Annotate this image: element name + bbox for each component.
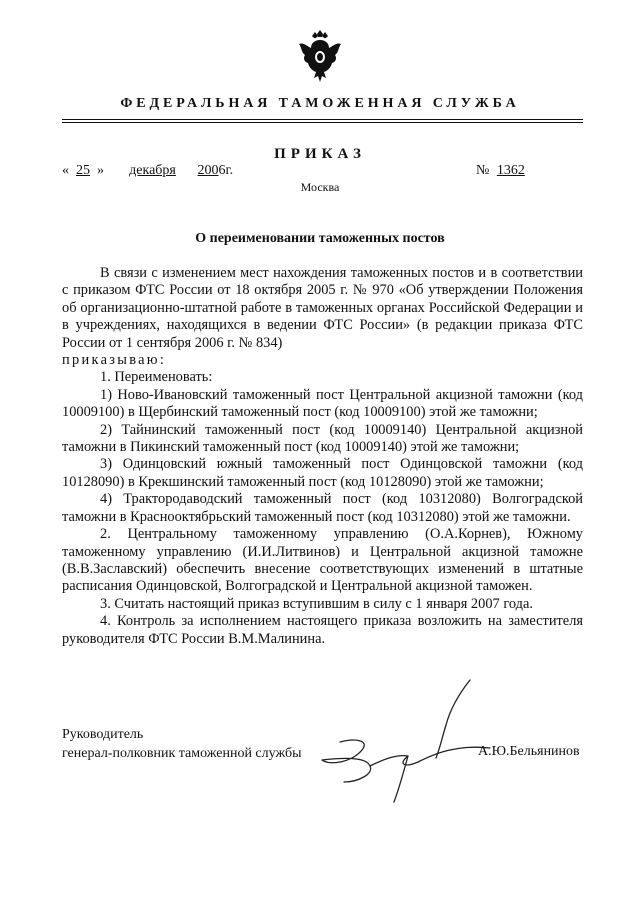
signatory-title [62, 725, 301, 763]
signatory-name: А.Ю.Бельянинов [478, 744, 580, 759]
number-value: 1362 [496, 163, 525, 178]
order-word: приказываю: [62, 352, 167, 369]
document-date [62, 163, 233, 179]
header-rule-bottom [62, 122, 583, 123]
item-1-4: 4) Трактородаводский таможенный пост (код 10312080) Волгоградской таможни в Краснооктябрьский таможенный пост (код 10312080) этой же таможни. [62, 491, 583, 525]
number-label: № [476, 163, 490, 178]
agency-name: ФЕДЕРАЛЬНАЯ ТАМОЖЕННАЯ СЛУЖБА [120, 96, 520, 111]
preamble: В связи с изменением мест нахождения таможенных постов и в соответствии с приказом ФТС России от 18 октября 2005 г. № 970 «Об утверждении Положения об организационно-штатной работе в таможенных органах Российской Федерации и в учреждениях, находящихся в ведении ФТС России» (в редакции приказа ФТС России от 1 сентября 2006 г. № 834) [62, 265, 583, 351]
city: Москва [300, 180, 340, 194]
signatory-title-line1: Руководитель [62, 727, 144, 742]
item-1: 1. Переименовать: [100, 369, 213, 386]
date-close-quote: » [97, 163, 104, 178]
item-1-1: 1) Ново-Ивановский таможенный пост Центральной акцизной таможни (код 10009100) в Щербинский таможенный пост (код 10009100) этой же таможни; [62, 386, 583, 421]
item-2: 2. Центральному таможенному управлению (О.А.Корнев), Южному таможенному управлению (И.И.Литвинов) и Центральной акцизной таможне (В.В.Заславский) обеспечить внесение соответствующих изменений в штатные расписания Одинцовской, Волгоградской и Центральной акцизной таможен. [62, 526, 583, 595]
item-3: 3. Считать настоящий приказ вступившим в силу с 1 января 2007 года. [100, 595, 533, 612]
item-4: 4. Контроль за исполнением настоящего приказа возложить на заместителя руководителя ФТС России В.М.Малинина. [62, 613, 583, 647]
date-year-suffix: г. [225, 163, 234, 178]
header-rule-top [62, 119, 583, 120]
date-day: 25 [76, 163, 90, 178]
date-month: декабря [129, 163, 176, 178]
item-1-2: 2) Тайнинский таможенный пост (код 10009140) Центральной акцизной таможни в Пикинский таможенный пост (код 10009140) этой же таможни; [62, 421, 583, 456]
date-year-prefix: 200 [197, 163, 219, 178]
document-title: О переименовании таможенных постов [195, 231, 445, 246]
date-open-quote: « [62, 163, 69, 178]
document-type: ПРИКАЗ [274, 146, 366, 162]
document-number [476, 163, 559, 179]
signatory-title-line2: генерал-полковник таможенной службы [62, 746, 302, 761]
document-body [62, 265, 583, 648]
item-1-3: 3) Одинцовский южный таможенный пост Одинцовской таможни (код 10128090) в Крекшинский таможенный пост (код 10128090) этой же таможни; [62, 456, 583, 490]
date-year-digit: 6 [218, 163, 226, 178]
coat-of-arms-emblem [297, 30, 343, 84]
